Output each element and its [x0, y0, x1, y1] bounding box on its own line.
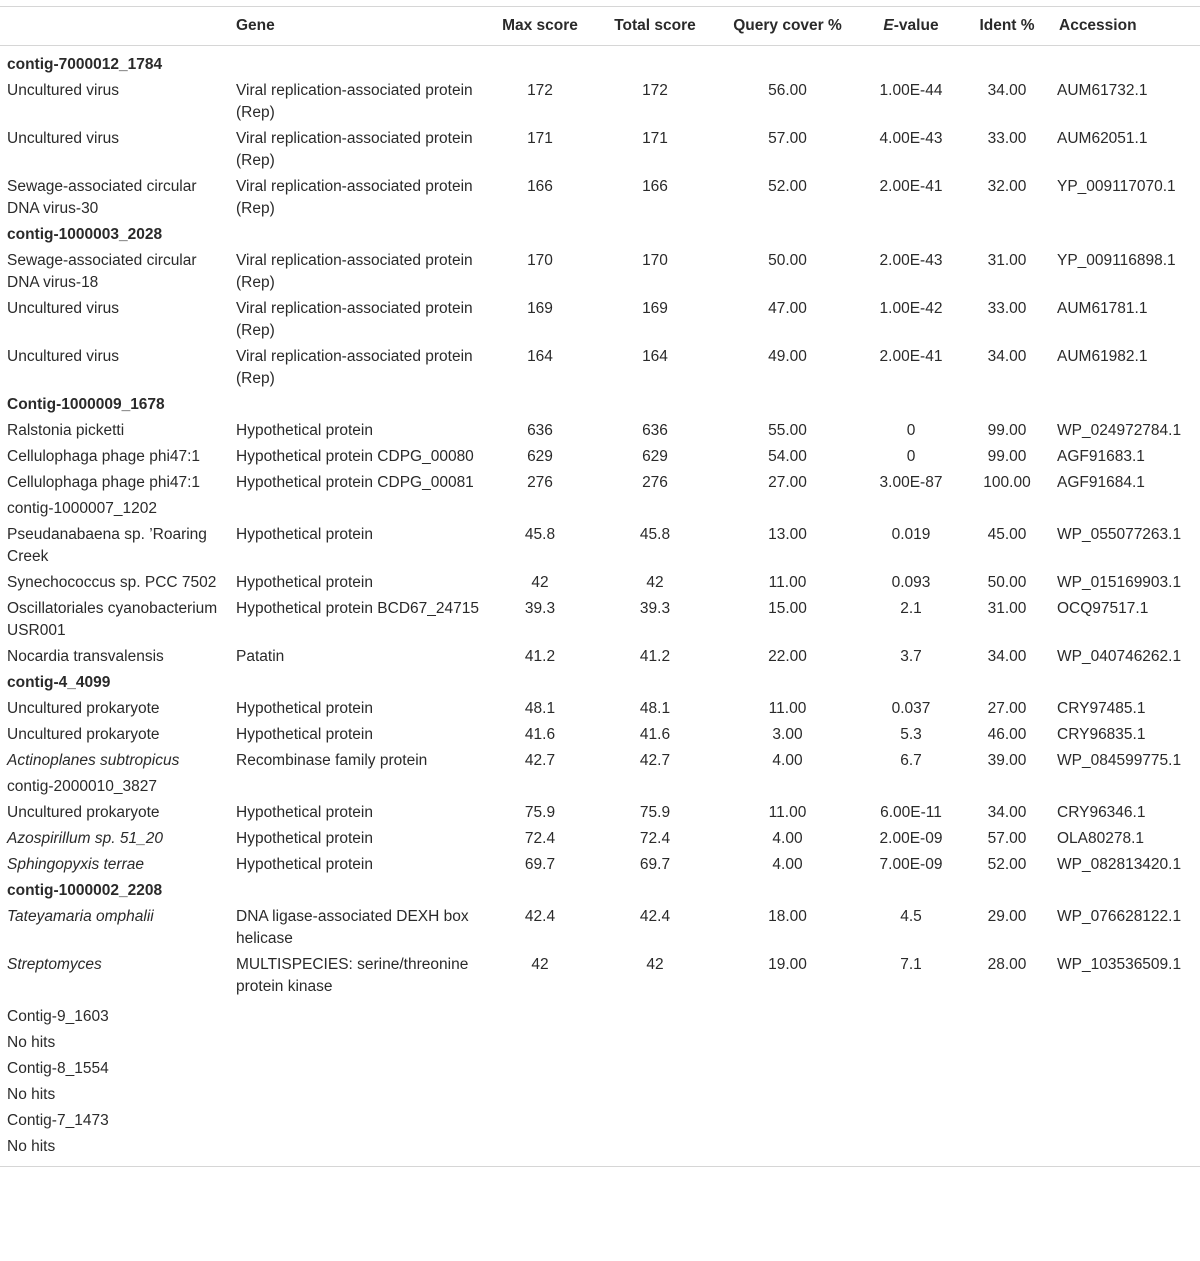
- accession-cell: AUM61982.1: [1057, 348, 1148, 365]
- max-score-cell: 169: [527, 300, 553, 317]
- total-score-cell: 45.8: [639, 526, 671, 543]
- total-score-cell: 42: [646, 574, 664, 591]
- ident-cell: 99.00: [987, 448, 1027, 465]
- ident-cell: 45.00: [987, 526, 1027, 543]
- table-row: [0, 826, 1200, 852]
- table-row: [0, 470, 1200, 496]
- ident-cell: 27.00: [987, 700, 1027, 717]
- query-cover-cell: 56.00: [768, 82, 807, 99]
- evalue-cell: 4.5: [900, 908, 922, 925]
- organism-cell: Uncultured prokaryote: [7, 804, 160, 821]
- evalue-cell: 2.00E-41: [879, 178, 943, 195]
- ident-cell: 99.00: [987, 422, 1027, 439]
- gene-cell: Hypothetical protein: [236, 726, 373, 743]
- total-score-cell: 169: [642, 300, 668, 317]
- accession-cell: AUM61732.1: [1057, 82, 1148, 99]
- contig-label: contig-1000002_2208: [7, 882, 163, 899]
- gene-cell: Hypothetical protein: [236, 526, 373, 543]
- table-row: [0, 444, 1200, 470]
- total-score-cell: 39.3: [639, 600, 671, 617]
- plain-text-row: [0, 1082, 1200, 1108]
- query-cover-cell: 4.00: [772, 830, 803, 847]
- plain-text-row: [0, 1134, 1200, 1167]
- table-row: [0, 852, 1200, 878]
- total-score-cell: 72.4: [639, 830, 671, 847]
- query-cover-cell: 3.00: [772, 726, 803, 743]
- total-score-cell: 41.2: [639, 648, 671, 665]
- contig-label: contig-7000012_1784: [7, 56, 163, 73]
- evalue-cell: 3.00E-87: [879, 474, 943, 491]
- row-label: No hits: [7, 1034, 56, 1051]
- gene-cell: MULTISPECIES: serine/threonine protein kinase: [236, 956, 469, 995]
- table-row: [0, 570, 1200, 596]
- query-cover-cell: 18.00: [768, 908, 807, 925]
- max-score-cell: 75.9: [524, 804, 556, 821]
- header-total-score: Total score: [595, 7, 715, 46]
- accession-cell: WP_055077263.1: [1057, 526, 1182, 543]
- max-score-cell: 636: [527, 422, 553, 439]
- gene-cell: Hypothetical protein: [236, 574, 373, 591]
- header-evalue: [860, 7, 962, 46]
- query-cover-cell: 11.00: [768, 574, 807, 591]
- organism-cell: Sewage-associated circular DNA virus-30: [7, 178, 197, 217]
- total-score-cell: 636: [642, 422, 668, 439]
- gene-cell: Hypothetical protein CDPG_00080: [236, 448, 474, 465]
- contig-section-row: [0, 46, 1200, 79]
- organism-cell: Uncultured virus: [7, 130, 119, 147]
- evalue-cell: 7.00E-09: [879, 856, 943, 873]
- contig-section-row: [0, 670, 1200, 696]
- query-cover-cell: 4.00: [772, 752, 803, 769]
- query-cover-cell: 57.00: [768, 130, 807, 147]
- evalue-cell: 4.00E-43: [879, 130, 943, 147]
- total-score-cell: 171: [642, 130, 668, 147]
- accession-cell: CRY97485.1: [1057, 700, 1146, 717]
- gene-cell: Hypothetical protein: [236, 804, 373, 821]
- contig-section-row: [0, 878, 1200, 904]
- ident-cell: 34.00: [987, 804, 1027, 821]
- accession-cell: WP_084599775.1: [1057, 752, 1182, 769]
- organism-cell: Pseudanabaena sp. ’Roaring Creek: [7, 526, 207, 565]
- table-row: [0, 696, 1200, 722]
- accession-cell: CRY96346.1: [1057, 804, 1146, 821]
- evalue-cell: 2.1: [900, 600, 922, 617]
- max-score-cell: 41.2: [524, 648, 556, 665]
- organism-cell: Sewage-associated circular DNA virus-18: [7, 252, 197, 291]
- query-cover-cell: 54.00: [768, 448, 807, 465]
- contig-label: contig-4_4099: [7, 674, 111, 691]
- accession-cell: AUM61781.1: [1057, 300, 1148, 317]
- max-score-cell: 42: [531, 574, 549, 591]
- evalue-cell: 0: [906, 422, 916, 439]
- organism-cell: Uncultured virus: [7, 82, 119, 99]
- table-body: [0, 46, 1200, 1167]
- plain-text-row: [0, 1004, 1200, 1030]
- row-label: Contig-9_1603: [7, 1008, 109, 1025]
- organism-cell: Nocardia transvalensis: [7, 648, 164, 665]
- header-gene: Gene: [229, 7, 485, 46]
- accession-cell: AGF91684.1: [1057, 474, 1145, 491]
- evalue-cell: 0.019: [891, 526, 931, 543]
- gene-cell: Viral replication-associated protein (Rep): [236, 82, 473, 121]
- evalue-cell: 0.037: [891, 700, 931, 717]
- accession-cell: WP_015169903.1: [1057, 574, 1182, 591]
- ident-cell: 39.00: [987, 752, 1027, 769]
- table-row: [0, 248, 1200, 296]
- gene-cell: Viral replication-associated protein (Rep): [236, 252, 473, 291]
- gene-cell: Recombinase family protein: [236, 752, 428, 769]
- accession-cell: AGF91683.1: [1057, 448, 1145, 465]
- plain-text-row: [0, 1108, 1200, 1134]
- organism-cell: Uncultured virus: [7, 300, 119, 317]
- query-cover-cell: 27.00: [768, 474, 807, 491]
- max-score-cell: 48.1: [524, 700, 556, 717]
- table-row: [0, 722, 1200, 748]
- organism-cell: Uncultured prokaryote: [7, 726, 160, 743]
- total-score-cell: 42.7: [639, 752, 671, 769]
- gene-cell: Viral replication-associated protein (Rep): [236, 300, 473, 339]
- query-cover-cell: 47.00: [768, 300, 807, 317]
- gene-cell: Patatin: [236, 648, 285, 665]
- ident-cell: 31.00: [987, 600, 1027, 617]
- organism-cell: Actinoplanes subtropicus: [7, 752, 180, 769]
- row-label: No hits: [7, 1138, 56, 1155]
- max-score-cell: 72.4: [524, 830, 556, 847]
- total-score-cell: 276: [642, 474, 668, 491]
- evalue-cell: 3.7: [900, 648, 922, 665]
- ident-cell: 32.00: [987, 178, 1027, 195]
- evalue-cell: 2.00E-09: [879, 830, 943, 847]
- ident-cell: 34.00: [987, 348, 1027, 365]
- max-score-cell: 172: [527, 82, 553, 99]
- query-cover-cell: 55.00: [768, 422, 807, 439]
- header-organism: [0, 7, 229, 46]
- total-score-cell: 75.9: [639, 804, 671, 821]
- evalue-cell: 7.1: [900, 956, 922, 973]
- total-score-cell: 629: [642, 448, 668, 465]
- evalue-cell: 0.093: [891, 574, 931, 591]
- evalue-cell: 1.00E-42: [879, 300, 943, 317]
- table-row: [0, 418, 1200, 444]
- plain-text-row: [0, 774, 1200, 800]
- accession-cell: YP_009116898.1: [1057, 252, 1176, 269]
- row-label: Contig-8_1554: [7, 1060, 109, 1077]
- query-cover-cell: 11.00: [768, 700, 807, 717]
- total-score-cell: 42.4: [639, 908, 671, 925]
- accession-cell: OLA80278.1: [1057, 830, 1145, 847]
- gene-cell: Viral replication-associated protein (Rep): [236, 178, 473, 217]
- ident-cell: 31.00: [987, 252, 1027, 269]
- query-cover-cell: 49.00: [768, 348, 807, 365]
- table-row: [0, 78, 1200, 126]
- ident-cell: 29.00: [987, 908, 1027, 925]
- total-score-cell: 166: [642, 178, 668, 195]
- header-row: [0, 7, 1200, 46]
- accession-cell: AUM62051.1: [1057, 130, 1148, 147]
- query-cover-cell: 52.00: [768, 178, 807, 195]
- row-label: No hits: [7, 1086, 56, 1103]
- header-ident: Ident %: [962, 7, 1052, 46]
- plain-text-row: [0, 1030, 1200, 1056]
- gene-cell: Hypothetical protein: [236, 700, 373, 717]
- ident-cell: 33.00: [987, 130, 1027, 147]
- table-row: [0, 644, 1200, 670]
- table-row: [0, 174, 1200, 222]
- contig-section-row: [0, 392, 1200, 418]
- organism-cell: Sphingopyxis terrae: [7, 856, 144, 873]
- ident-cell: 33.00: [987, 300, 1027, 317]
- table-header: [0, 7, 1200, 46]
- organism-cell: Cellulophaga phage phi47:1: [7, 448, 201, 465]
- max-score-cell: 39.3: [524, 600, 556, 617]
- total-score-cell: 170: [642, 252, 668, 269]
- gene-cell: Hypothetical protein: [236, 830, 373, 847]
- max-score-cell: 166: [527, 178, 553, 195]
- max-score-cell: 170: [527, 252, 553, 269]
- table-row: [0, 748, 1200, 774]
- max-score-cell: 276: [527, 474, 553, 491]
- contig-label: contig-1000003_2028: [7, 226, 163, 243]
- organism-cell: Azospirillum sp. 51_20: [7, 830, 163, 847]
- table-row: [0, 800, 1200, 826]
- evalue-cell: 1.00E-44: [879, 82, 943, 99]
- gene-cell: Hypothetical protein CDPG_00081: [236, 474, 474, 491]
- accession-cell: WP_076628122.1: [1057, 908, 1182, 925]
- organism-cell: Uncultured virus: [7, 348, 119, 365]
- max-score-cell: 42: [531, 956, 549, 973]
- ident-cell: 52.00: [987, 856, 1027, 873]
- accession-cell: WP_024972784.1: [1057, 422, 1182, 439]
- table-row: [0, 296, 1200, 344]
- max-score-cell: 164: [527, 348, 553, 365]
- max-score-cell: 171: [527, 130, 553, 147]
- table-row: [0, 126, 1200, 174]
- total-score-cell: 41.6: [639, 726, 671, 743]
- total-score-cell: 164: [642, 348, 668, 365]
- plain-text-row: [0, 496, 1200, 522]
- organism-cell: Oscillatoriales cyanobacterium USR001: [7, 600, 218, 639]
- accession-cell: WP_082813420.1: [1057, 856, 1182, 873]
- header-accession: Accession: [1052, 7, 1200, 46]
- table-row: [0, 952, 1200, 1000]
- evalue-cell: 2.00E-43: [879, 252, 943, 269]
- ident-cell: 46.00: [987, 726, 1027, 743]
- gene-cell: DNA ligase-associated DEXH box helicase: [236, 908, 469, 947]
- organism-cell: Uncultured prokaryote: [7, 700, 160, 717]
- contig-label: Contig-1000009_1678: [7, 396, 165, 413]
- accession-cell: CRY96835.1: [1057, 726, 1146, 743]
- ident-cell: 100.00: [983, 474, 1031, 491]
- table-row: [0, 904, 1200, 952]
- query-cover-cell: 22.00: [768, 648, 807, 665]
- organism-cell: Streptomyces: [7, 956, 102, 973]
- table-row: [0, 522, 1200, 570]
- plain-text-row: [0, 1056, 1200, 1082]
- blast-results-table: [0, 6, 1200, 1167]
- header-evalue-suffix: -value: [893, 17, 939, 34]
- ident-cell: 57.00: [987, 830, 1027, 847]
- total-score-cell: 69.7: [639, 856, 671, 873]
- max-score-cell: 42.4: [524, 908, 556, 925]
- row-label: contig-1000007_1202: [7, 500, 157, 517]
- gene-cell: Viral replication-associated protein (Rep): [236, 348, 473, 387]
- max-score-cell: 45.8: [524, 526, 556, 543]
- gene-cell: Hypothetical protein: [236, 422, 373, 439]
- evalue-cell: 6.7: [900, 752, 922, 769]
- max-score-cell: 42.7: [524, 752, 556, 769]
- row-label: contig-2000010_3827: [7, 778, 157, 795]
- header-query-cover: Query cover %: [715, 7, 860, 46]
- evalue-cell: 6.00E-11: [880, 804, 942, 821]
- query-cover-cell: 11.00: [768, 804, 807, 821]
- accession-cell: WP_103536509.1: [1057, 956, 1182, 973]
- total-score-cell: 48.1: [639, 700, 671, 717]
- table-row: [0, 344, 1200, 392]
- row-label: Contig-7_1473: [7, 1112, 109, 1129]
- query-cover-cell: 50.00: [768, 252, 807, 269]
- header-max-score: Max score: [485, 7, 595, 46]
- total-score-cell: 42: [646, 956, 664, 973]
- ident-cell: 28.00: [987, 956, 1027, 973]
- ident-cell: 34.00: [987, 648, 1027, 665]
- accession-cell: YP_009117070.1: [1057, 178, 1176, 195]
- max-score-cell: 69.7: [524, 856, 556, 873]
- max-score-cell: 41.6: [524, 726, 556, 743]
- evalue-cell: 2.00E-41: [879, 348, 943, 365]
- evalue-cell: 5.3: [900, 726, 922, 743]
- total-score-cell: 172: [642, 82, 668, 99]
- accession-cell: WP_040746262.1: [1057, 648, 1182, 665]
- organism-cell: Tateyamaria omphalii: [7, 908, 154, 925]
- query-cover-cell: 15.00: [768, 600, 807, 617]
- evalue-cell: 0: [906, 448, 916, 465]
- ident-cell: 34.00: [987, 82, 1027, 99]
- organism-cell: Synechococcus sp. PCC 7502: [7, 574, 217, 591]
- organism-cell: Ralstonia picketti: [7, 422, 125, 439]
- accession-cell: OCQ97517.1: [1057, 600, 1149, 617]
- table-row: [0, 596, 1200, 644]
- contig-section-row: [0, 222, 1200, 248]
- header-evalue-prefix: E: [883, 17, 894, 34]
- organism-cell: Cellulophaga phage phi47:1: [7, 474, 201, 491]
- gene-cell: Viral replication-associated protein (Rep): [236, 130, 473, 169]
- ident-cell: 50.00: [987, 574, 1027, 591]
- max-score-cell: 629: [527, 448, 553, 465]
- gene-cell: Hypothetical protein: [236, 856, 373, 873]
- gene-cell: Hypothetical protein BCD67_24715: [236, 600, 479, 617]
- query-cover-cell: 4.00: [772, 856, 803, 873]
- query-cover-cell: 13.00: [768, 526, 807, 543]
- query-cover-cell: 19.00: [768, 956, 807, 973]
